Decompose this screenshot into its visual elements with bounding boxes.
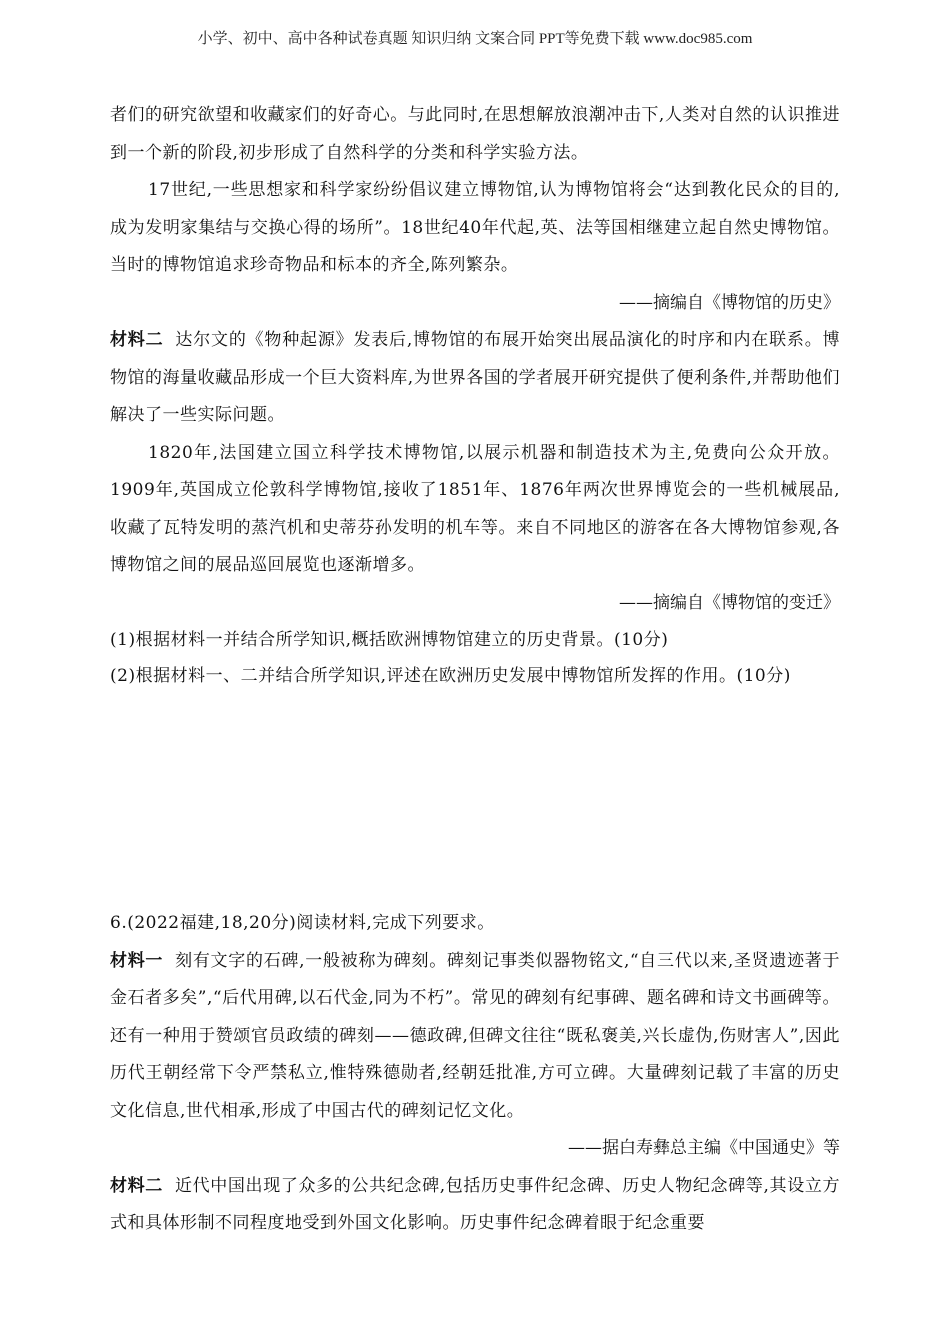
- source-citation: ——据白寿彝总主编《中国通史》等: [568, 1138, 840, 1158]
- paragraph-text: 达尔文的《物种起源》发表后,博物馆的布展开始突出展品演化的时序和内在联系。博物馆的海量收藏品形成一个巨大资料库,为世界各国的学者展开研究提供了便利条件,并帮助他们解决了一些实际问题。: [110, 330, 841, 425]
- question-1: (1)根据材料一并结合所学知识,概括欧洲博物馆建立的历史背景。(10分): [110, 630, 669, 650]
- paragraph-text: 近代中国出现了众多的公共纪念碑,包括历史事件纪念碑、历史人物纪念碑等,其设立方式和具体形制不同程度地受到外国文化影响。历史事件纪念碑着眼于纪念重要: [110, 1175, 840, 1233]
- source-citation: ——摘编自《博物馆的变迁》: [619, 592, 840, 613]
- material-1-paragraph: [110, 943, 840, 1131]
- question-2: (2)根据材料一、二并结合所学知识,评述在欧洲历史发展中博物馆所发挥的作用。(10分): [110, 666, 791, 686]
- paragraph: 者们的研究欲望和收藏家们的好奇心。与此同时,在思想解放浪潮冲击下,人类对自然的认识推进到一个新的阶段,初步形成了自然科学的分类和科学实验方法。: [110, 105, 840, 163]
- question-intro: 6.(2022福建,18,20分)阅读材料,完成下列要求。: [110, 913, 495, 933]
- material-2-paragraph: [110, 322, 840, 435]
- paragraph: 1820年,法国建立国立科学技术博物馆,以展示机器和制造技术为主,免费向公众开放。1909年,英国成立伦敦科学博物馆,接收了1851年、1876年两次世界博览会的一些机械展品,收藏了瓦特发明的蒸汽机和史蒂芬孙发明的机车等。来自不同地区的游客在各大博物馆参观,各博物馆之间的展品巡回展览也逐渐增多。: [110, 442, 840, 575]
- paragraph: 17世纪,一些思想家和科学家纷纷倡议建立博物馆,认为博物馆将会“达到教化民众的目的,成为发明家集结与交换心得的场所”。18世纪40年代起,英、法等国相继建立起自然史博物馆。当时的博物馆追求珍奇物品和标本的齐全,陈列繁杂。: [110, 180, 840, 275]
- material-2-paragraph: [110, 1168, 840, 1243]
- paragraph-text: 刻有文字的石碑,一般被称为碑刻。碑刻记事类似器物铭文,“自三代以来,圣贤遗迹著于金石者多矣”,“后代用碑,以石代金,同为不朽”。常见的碑刻有纪事碑、题名碑和诗文书画碑等。还有一种用于赞颂官员政绩的碑刻——德政碑,但碑文往往“既私褒美,兴长虚伪,伤财害人”,因此历代王朝经常下令严禁私立,惟特殊德勋者,经朝廷批准,方可立碑。大量碑刻记载了丰富的历史文化信息,世代相承,形成了中国古代的碑刻记忆文化。: [110, 950, 841, 1121]
- material-label: 材料一: [110, 950, 164, 971]
- material-label: 材料二: [110, 330, 164, 350]
- page-header: 小学、初中、高中各种试卷真题 知识归纳 文案合同 PPT等免费下载 www.doc985.com: [197, 31, 753, 47]
- question-6-block: [110, 905, 840, 1243]
- source-citation: ——摘编自《博物馆的历史》: [619, 292, 840, 313]
- material-label: 材料二: [110, 1175, 163, 1196]
- material-block-1: [110, 97, 840, 694]
